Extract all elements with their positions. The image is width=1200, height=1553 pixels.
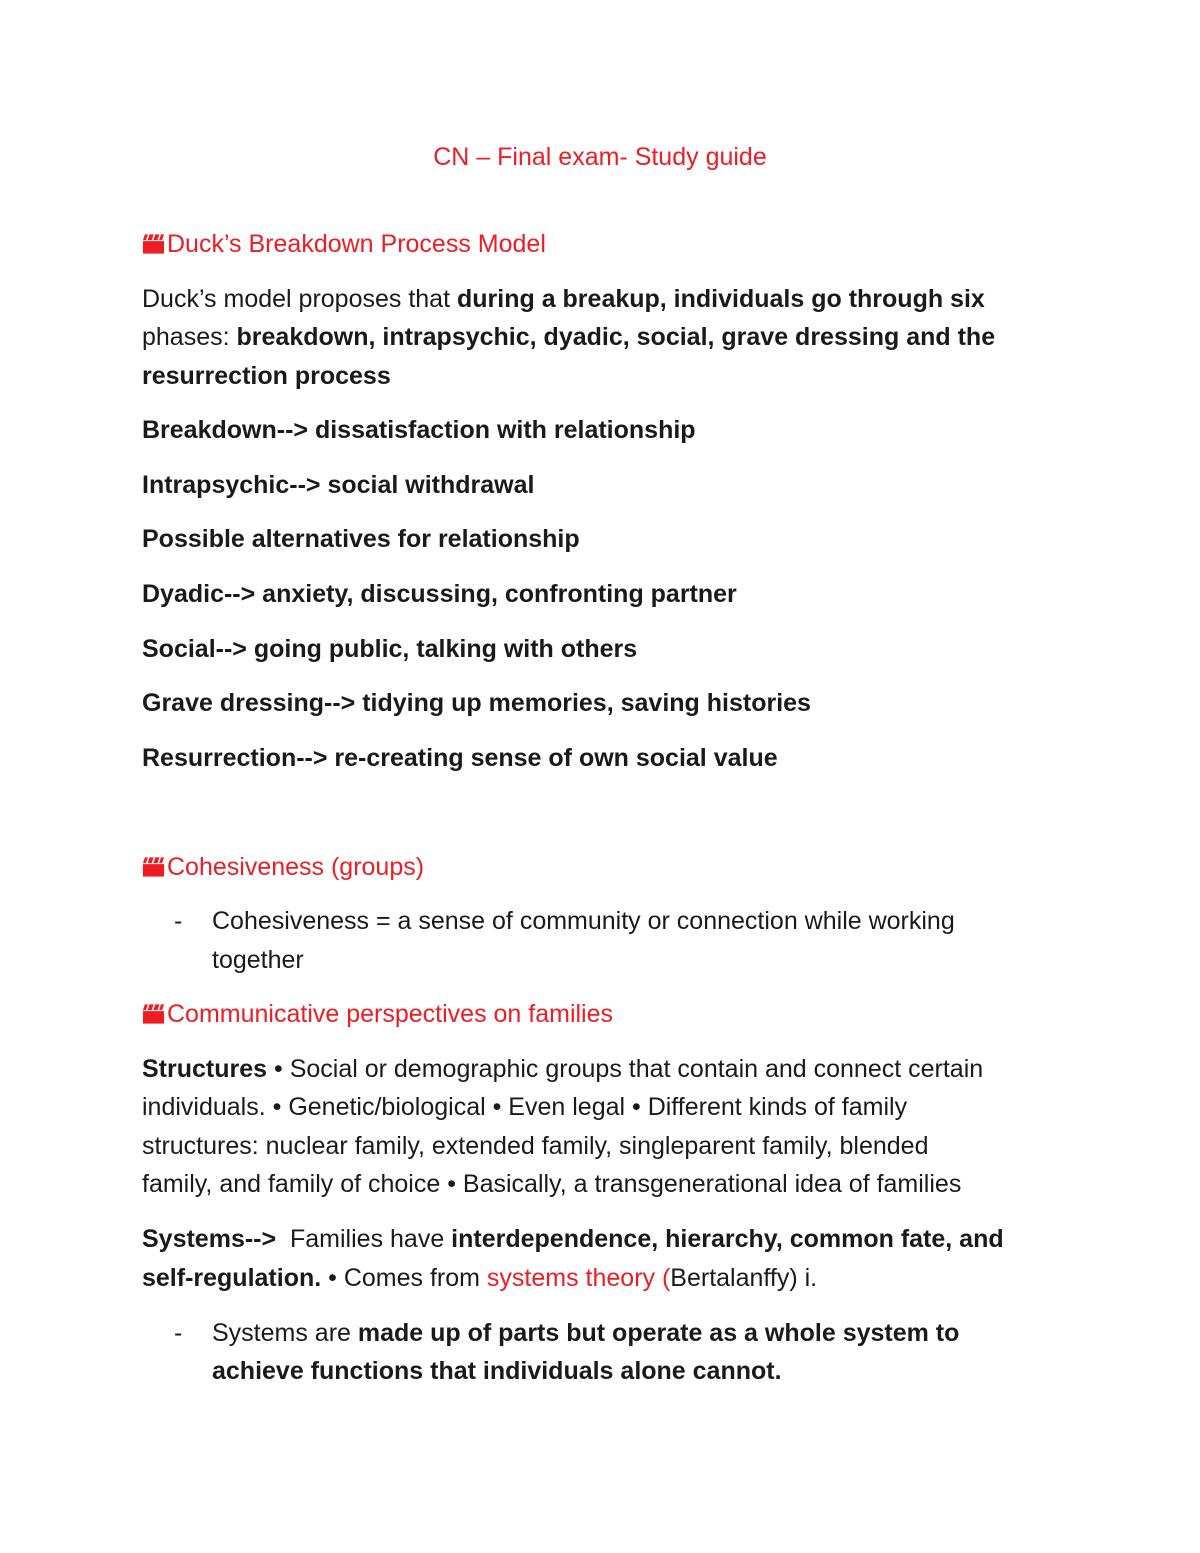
systems-text: Bertalanffy) i. [670, 1264, 818, 1292]
systems-bold: interdependence, hierarchy, common fate, and [451, 1225, 1004, 1253]
structures-line-1 [142, 1050, 983, 1088]
phase-social: Social--> going public, talking with others [142, 635, 638, 663]
intro-line-2 [142, 318, 995, 356]
intro-text: Duck’s model proposes that [142, 285, 457, 313]
section-heading-families [142, 995, 613, 1033]
systems-bold: self-regulation. [142, 1264, 322, 1292]
systems-line-1 [142, 1220, 1004, 1258]
structures-text: • Social or demographic groups that contain and connect certain [267, 1055, 984, 1083]
clapperboard-icon [142, 1003, 165, 1025]
page-title: CN – Final exam- Study guide [433, 143, 767, 171]
structures-line-4: family, and family of choice • Basically, a transgenerational idea of families [142, 1170, 962, 1198]
section-heading-ducks-model [142, 225, 546, 263]
intro-line-1 [142, 280, 985, 318]
systems-sub-bold: made up of parts but operate as a whole system to [357, 1319, 960, 1347]
clapperboard-icon [142, 233, 165, 255]
systems-text: • Comes from [321, 1264, 487, 1292]
phase-intrapsychic: Intrapsychic--> social withdrawal [142, 471, 535, 499]
section-heading-text: Cohesiveness (groups) [167, 853, 425, 881]
systems-sub-line-2: achieve functions that individuals alone cannot. [212, 1357, 782, 1385]
section-heading-text: Communicative perspectives on families [167, 1000, 614, 1028]
cohesiveness-definition-line-1: Cohesiveness = a sense of community or connection while working [212, 907, 955, 935]
structures-line-2: individuals. • Genetic/biological • Even legal • Different kinds of family [142, 1093, 908, 1121]
intro-text: phases: [142, 323, 237, 351]
intro-line-3: resurrection process [142, 362, 391, 390]
bullet-dash: - [174, 907, 183, 935]
phase-dyadic: Dyadic--> anxiety, discussing, confronting partner [142, 580, 737, 608]
systems-theory-highlight: systems theory ( [486, 1264, 671, 1292]
phase-resurrection: Resurrection--> re-creating sense of own social value [142, 744, 778, 772]
clapperboard-icon [142, 856, 165, 878]
section-heading-text: Duck’s Breakdown Process Model [167, 230, 546, 258]
systems-label: Systems--> [142, 1225, 277, 1253]
phase-alternatives: Possible alternatives for relationship [142, 525, 580, 553]
bullet-dash: - [174, 1319, 183, 1347]
phase-breakdown: Breakdown--> dissatisfaction with relationship [142, 416, 696, 444]
intro-bold: breakdown, intrapsychic, dyadic, social, grave dressing and the [236, 323, 996, 351]
systems-line-2 [142, 1259, 817, 1297]
systems-sub-line-1 [212, 1314, 959, 1352]
phase-grave-dressing: Grave dressing--> tidying up memories, saving histories [142, 689, 811, 717]
structures-label: Structures [142, 1055, 268, 1083]
section-heading-cohesiveness [142, 848, 424, 886]
intro-bold: during a breakup, individuals go through six [456, 285, 985, 313]
structures-line-3: structures: nuclear family, extended family, singleparent family, blended [142, 1132, 929, 1160]
systems-text: Families have [276, 1225, 452, 1253]
systems-sub-text: Systems are [212, 1319, 358, 1347]
cohesiveness-definition-line-2: together [212, 946, 304, 974]
